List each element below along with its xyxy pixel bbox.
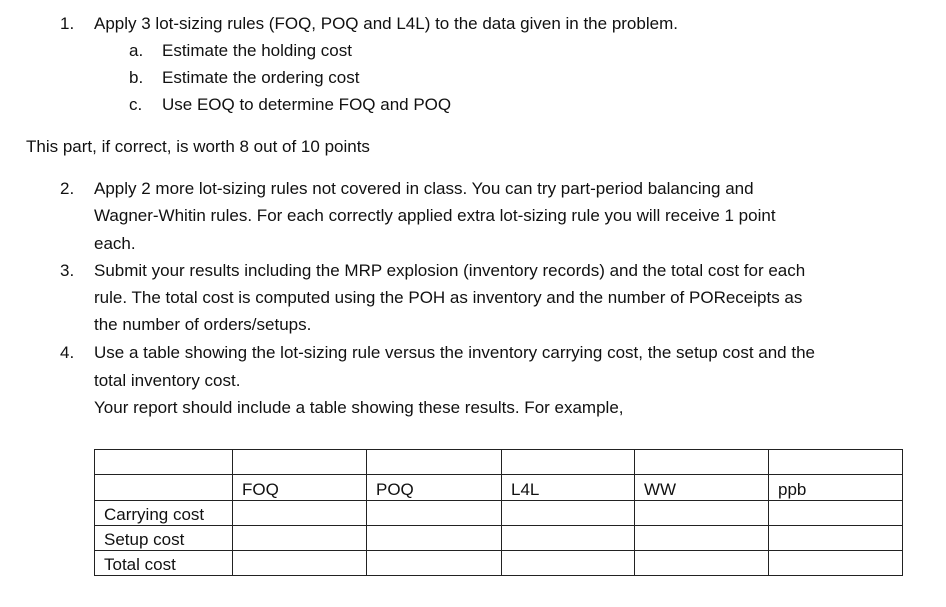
table-header-l4l: L4L	[502, 475, 635, 501]
subitem-c-letter: c.	[129, 95, 143, 114]
item-4-line-3: Your report should include a table showing these results. For example,	[94, 398, 624, 417]
table-cell	[769, 551, 903, 576]
item-3-number: 3.	[60, 261, 75, 280]
table-cell	[769, 450, 903, 475]
row-label-carrying-cost: Carrying cost	[95, 501, 233, 526]
item-3-line-3: the number of orders/setups.	[94, 315, 312, 334]
table-top-row	[95, 450, 903, 475]
table-cell	[635, 551, 769, 576]
item-2-line-2: Wagner-Whitin rules. For each correctly applied extra lot-sizing rule you will receive 1 point	[94, 206, 776, 225]
table-cell	[367, 526, 502, 551]
item-2-line-1: Apply 2 more lot-sizing rules not covered in class. You can try part-period balancing and	[94, 179, 754, 198]
subitem-a-text: Estimate the holding cost	[162, 41, 352, 60]
points-note: This part, if correct, is worth 8 out of 10 points	[26, 137, 370, 156]
item-1-text: Apply 3 lot-sizing rules (FOQ, POQ and L4L) to the data given in the problem.	[94, 14, 678, 33]
results-table	[94, 449, 903, 576]
table-header-corner	[95, 475, 233, 501]
table-cell	[367, 501, 502, 526]
table-cell	[95, 450, 233, 475]
table-cell	[367, 551, 502, 576]
table-cell	[233, 551, 367, 576]
table-cell	[635, 501, 769, 526]
table-header-ww: WW	[635, 475, 769, 501]
table-cell	[635, 450, 769, 475]
table-cell	[233, 526, 367, 551]
item-3-line-2: rule. The total cost is computed using the POH as inventory and the number of POReceipts as	[94, 288, 803, 307]
subitem-a-letter: a.	[129, 41, 144, 60]
row-label-total-cost: Total cost	[95, 551, 233, 576]
item-3-line-1: Submit your results including the MRP explosion (inventory records) and the total cost for each	[94, 261, 806, 280]
item-2-number: 2.	[60, 179, 75, 198]
table-cell	[769, 526, 903, 551]
item-2-line-3: each.	[94, 234, 136, 253]
table-cell	[502, 551, 635, 576]
table-cell	[502, 501, 635, 526]
item-4-line-2: total inventory cost.	[94, 371, 241, 390]
table-header-ppb: ppb	[769, 475, 903, 501]
table-cell	[769, 501, 903, 526]
row-label-setup-cost: Setup cost	[95, 526, 233, 551]
table-cell	[367, 450, 502, 475]
item-1-number: 1.	[60, 14, 75, 33]
subitem-b-letter: b.	[129, 68, 144, 87]
table-row-carrying-cost	[95, 501, 903, 526]
subitem-c-text: Use EOQ to determine FOQ and POQ	[162, 95, 452, 114]
table-header-poq: POQ	[367, 475, 502, 501]
table-cell	[502, 450, 635, 475]
table-cell	[635, 526, 769, 551]
table-header-foq: FOQ	[233, 475, 367, 501]
table-cell	[233, 450, 367, 475]
subitem-b-text: Estimate the ordering cost	[162, 68, 360, 87]
table-row-setup-cost	[95, 526, 903, 551]
table-row-total-cost	[95, 551, 903, 576]
table-header-row	[95, 475, 903, 501]
table-cell	[233, 501, 367, 526]
item-4-line-1: Use a table showing the lot-sizing rule versus the inventory carrying cost, the setup cost and the	[94, 343, 815, 362]
table-cell	[502, 526, 635, 551]
item-4-number: 4.	[60, 343, 75, 362]
